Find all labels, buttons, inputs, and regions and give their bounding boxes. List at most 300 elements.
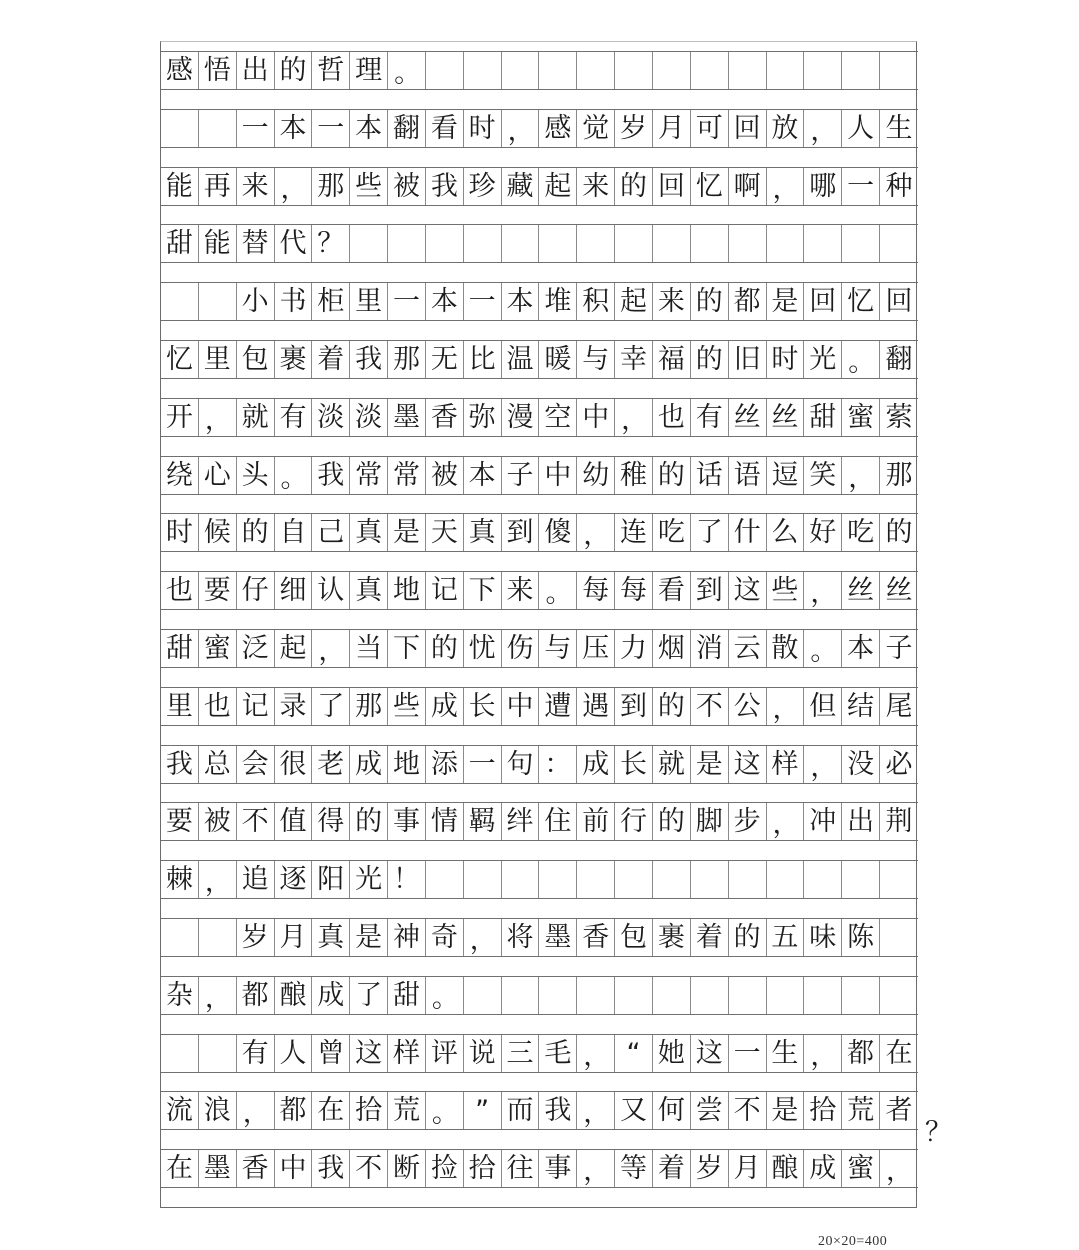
grid-cell: 忆 (161, 341, 199, 378)
grid-cell: 又 (615, 1092, 653, 1129)
grid-cell: 真 (464, 514, 502, 551)
grid-cell: 代 (275, 225, 313, 262)
grid-cell (464, 977, 502, 1014)
grid-cell (464, 225, 502, 262)
grid-row (161, 629, 918, 668)
grid-cell: 每 (577, 572, 615, 609)
grid-cell: 不 (350, 1150, 388, 1187)
grid-cell: 就 (653, 746, 691, 783)
grid-cell: 到 (615, 688, 653, 725)
grid-cell: 甜 (388, 977, 426, 1014)
grid-cell: 这 (691, 1035, 729, 1072)
grid-cell (199, 283, 237, 320)
grid-cell: 长 (615, 746, 653, 783)
grid-cell: 时 (767, 341, 805, 378)
grid-cell (842, 225, 880, 262)
grid-cell: 幼 (577, 457, 615, 494)
grid-cell: ？ (312, 225, 350, 262)
grid-cell: 一 (237, 110, 275, 147)
grid-cell: 萦 (885, 401, 913, 433)
grid-row (161, 1034, 918, 1073)
grid-cell (199, 919, 237, 956)
grid-cell (350, 225, 388, 262)
grid-cell: ， (577, 1150, 615, 1187)
grid-cell (539, 52, 577, 89)
grid-cell: 没 (842, 746, 880, 783)
grid-cell (880, 52, 918, 89)
grid-cell: 绕 (161, 457, 199, 494)
grid-cell: 包 (615, 919, 653, 956)
grid-cell: 啊 (729, 168, 767, 205)
grid-cell: 来 (653, 283, 691, 320)
grid-cell: 看 (426, 110, 464, 147)
grid-cell: 真 (312, 919, 350, 956)
grid-cell (653, 52, 691, 89)
grid-cell: 仔 (237, 572, 275, 609)
grid-cell: 神 (388, 919, 426, 956)
grid-cell: 必 (885, 748, 913, 780)
grid-cell: 何 (653, 1092, 691, 1129)
grid-cell: 也 (653, 399, 691, 436)
grid-cell: 消 (691, 630, 729, 667)
grid-cell: 起 (615, 283, 653, 320)
grid-cell: ！ (388, 861, 426, 898)
grid-cell: 拾 (804, 1092, 842, 1129)
grid-cell: 当 (350, 630, 388, 667)
grid-cell: 一 (842, 168, 880, 205)
grid-cell: 生 (885, 112, 913, 144)
grid-cell (426, 52, 464, 89)
grid-cell: 吃 (842, 514, 880, 551)
grid-cell: 回 (885, 286, 913, 318)
grid-cell: 要 (199, 572, 237, 609)
grid-cell (653, 977, 691, 1014)
grid-cell: 成 (804, 1150, 842, 1187)
grid-cell: 感 (161, 52, 199, 89)
grid-cell: ： (539, 746, 577, 783)
grid-cell: 我 (312, 1150, 350, 1187)
grid-cell: 的 (350, 803, 388, 840)
grid-cell: 伤 (502, 630, 540, 667)
grid-cell: 藏 (502, 168, 540, 205)
grid-cell: 评 (426, 1035, 464, 1072)
grid-cell: 着 (312, 341, 350, 378)
grid-cell: 得 (312, 803, 350, 840)
grid-cell (199, 1035, 237, 1072)
grid-cell: 丝 (885, 575, 913, 607)
grid-cell: 时 (464, 110, 502, 147)
grid-cell: 开 (161, 399, 199, 436)
grid-cell: 是 (767, 1092, 805, 1129)
grid-cell: 中 (275, 1150, 313, 1187)
grid-cell: 翻 (885, 344, 913, 375)
grid-cell: 旧 (729, 341, 767, 378)
grid-cell: 。 (842, 341, 880, 378)
grid-cell: 岁 (615, 110, 653, 147)
grid-cell: 压 (577, 630, 615, 667)
grid-cell: 哪 (804, 168, 842, 205)
grid-cell: 会 (237, 746, 275, 783)
grid-cell: 常 (388, 457, 426, 494)
grid-cell: 来 (237, 168, 275, 205)
grid-cell: 被 (426, 457, 464, 494)
grid-cell: 子 (885, 633, 913, 664)
grid-cell: 忧 (464, 630, 502, 667)
grid-cell (539, 225, 577, 262)
grid-cell: 羁 (464, 803, 502, 840)
grid-cell (577, 977, 615, 1014)
grid-cell: 等 (615, 1150, 653, 1187)
grid-cell: 步 (729, 803, 767, 840)
grid-cell (880, 225, 918, 262)
grid-cell: 老 (312, 746, 350, 783)
grid-row (161, 167, 918, 206)
grid-cell: 拾 (350, 1092, 388, 1129)
grid-cell: 觉 (577, 110, 615, 147)
grid-cell: 感 (539, 110, 577, 147)
grid-cell (842, 52, 880, 89)
grid-row (161, 1091, 918, 1130)
grid-cell: 空 (539, 399, 577, 436)
grid-cell: 到 (502, 514, 540, 551)
grid-cell: 逐 (275, 861, 313, 898)
grid-cell: 墨 (539, 919, 577, 956)
grid-cell: 好 (804, 514, 842, 551)
grid-cell: 无 (426, 341, 464, 378)
grid-cell: 说 (464, 1035, 502, 1072)
grid-cell: 丝 (767, 399, 805, 436)
grid-cell (502, 977, 540, 1014)
grid-cell: 就 (237, 399, 275, 436)
grid-cell (804, 52, 842, 89)
grid-cell: 生 (767, 1035, 805, 1072)
grid-cell: 暖 (539, 341, 577, 378)
grid-cell: 长 (464, 688, 502, 725)
grid-cell: 蜜 (842, 1150, 880, 1187)
grid-cell (842, 861, 880, 898)
grid-cell: ， (275, 168, 313, 205)
grid-cell: 淡 (350, 399, 388, 436)
grid-cell: ， (842, 457, 880, 494)
grid-cell: 香 (577, 919, 615, 956)
grid-cell: 一 (464, 746, 502, 783)
grid-cell: 。 (804, 630, 842, 667)
grid-row (161, 1149, 918, 1188)
grid-cell: 了 (312, 688, 350, 725)
grid-cell: 己 (312, 514, 350, 551)
grid-cell: ， (464, 919, 502, 956)
grid-cell: 在 (312, 1092, 350, 1129)
grid-cell: ， (804, 110, 842, 147)
grid-cell: 流 (161, 1092, 199, 1129)
grid-cell: 漫 (502, 399, 540, 436)
grid-cell: 真 (350, 572, 388, 609)
grid-cell: 话 (691, 457, 729, 494)
grid-cell: 云 (729, 630, 767, 667)
grid-cell: 么 (767, 514, 805, 551)
grid-cell: 下 (464, 572, 502, 609)
grid-cell: 阳 (312, 861, 350, 898)
grid-cell: 本 (502, 283, 540, 320)
grid-cell: 放 (767, 110, 805, 147)
grid-cell: 是 (350, 919, 388, 956)
grid-cell: 忆 (842, 283, 880, 320)
grid-cell: ， (767, 803, 805, 840)
grid-cell: 幸 (615, 341, 653, 378)
grid-cell (161, 919, 199, 956)
grid-cell: 五 (767, 919, 805, 956)
grid-cell: 都 (275, 1092, 313, 1129)
grid-cell: 但 (804, 688, 842, 725)
grid-cell: 烟 (653, 630, 691, 667)
grid-cell (691, 52, 729, 89)
grid-cell: 傻 (539, 514, 577, 551)
grid-cell: 有 (275, 399, 313, 436)
grid-cell: 是 (388, 514, 426, 551)
grid-cell: ， (577, 1092, 615, 1129)
grid-cell: 语 (729, 457, 767, 494)
grid-cell (388, 225, 426, 262)
grid-cell: 。 (388, 52, 426, 89)
grid-cell: 了 (350, 977, 388, 1014)
grid-cell: 蜜 (842, 399, 880, 436)
grid-cell: 事 (539, 1150, 577, 1187)
grid-cell: 的 (653, 688, 691, 725)
grid-cell: 都 (842, 1035, 880, 1072)
grid-row (161, 860, 918, 899)
grid-cell: 酿 (275, 977, 313, 1014)
grid-cell: 常 (350, 457, 388, 494)
grid-cell: 句 (502, 746, 540, 783)
grid-cell: 我 (161, 746, 199, 783)
grid-cell: 那 (388, 341, 426, 378)
grid-cell: 弥 (464, 399, 502, 436)
grid-cell: 福 (653, 341, 691, 378)
grid-cell: 前 (577, 803, 615, 840)
grid-cell: 那 (885, 459, 913, 491)
grid-cell: 是 (691, 746, 729, 783)
grid-row (161, 976, 918, 1015)
grid-cell: 。 (539, 572, 577, 609)
margin-overflow-question-mark: ？ (925, 1117, 952, 1148)
grid-cell (502, 225, 540, 262)
grid-cell: 酿 (767, 1150, 805, 1187)
grid-cell: 丝 (729, 399, 767, 436)
grid-cell: 成 (577, 746, 615, 783)
grid-cell: 逗 (767, 457, 805, 494)
grid-cell: 成 (312, 977, 350, 1014)
grid-cell: 中 (502, 688, 540, 725)
grid-cell: 的 (653, 803, 691, 840)
grid-cell: 添 (426, 746, 464, 783)
grid-cell: 录 (275, 688, 313, 725)
grid-cell (729, 977, 767, 1014)
grid-cell (767, 861, 805, 898)
grid-cell: 连 (615, 514, 653, 551)
grid-cell: 替 (237, 225, 275, 262)
grid-cell: 天 (426, 514, 464, 551)
grid-cell: 行 (615, 803, 653, 840)
grid-cell: 我 (426, 168, 464, 205)
grid-cell: 了 (691, 514, 729, 551)
grid-cell: 追 (237, 861, 275, 898)
grid-cell: ， (615, 399, 653, 436)
grid-cell: 岁 (691, 1150, 729, 1187)
grid-cell (577, 225, 615, 262)
grid-cell: 将 (502, 919, 540, 956)
grid-cell (804, 225, 842, 262)
grid-cell: 不 (237, 803, 275, 840)
grid-cell: 丝 (842, 572, 880, 609)
grid-cell: 绊 (502, 803, 540, 840)
grid-cell (729, 52, 767, 89)
grid-cell: 这 (729, 746, 767, 783)
grid-cell: 与 (577, 341, 615, 378)
grid-cell: 出 (237, 52, 275, 89)
grid-cell: 有 (691, 399, 729, 436)
grid-cell: 着 (653, 1150, 691, 1187)
grid-cell: 时 (161, 514, 199, 551)
grid-cell: 那 (312, 168, 350, 205)
grid-row (161, 282, 918, 321)
grid-cell: ， (804, 572, 842, 609)
grid-cell: ， (312, 630, 350, 667)
grid-cell (880, 977, 918, 1014)
grid-cell: 成 (426, 688, 464, 725)
grid-cell: 起 (275, 630, 313, 667)
grid-cell: ， (577, 514, 615, 551)
grid-cell: 荆 (885, 806, 913, 838)
grid-row (161, 340, 918, 379)
grid-cell: 捡 (426, 1150, 464, 1187)
grid-cell (615, 225, 653, 262)
grid-cell: 成 (350, 746, 388, 783)
grid-cell: 本 (426, 283, 464, 320)
grid-cell: 里 (350, 283, 388, 320)
grid-cell: 的 (237, 514, 275, 551)
grid-cell: 甜 (161, 225, 199, 262)
grid-cell: 来 (577, 168, 615, 205)
grid-cell: 的 (615, 168, 653, 205)
grid-cell: 不 (729, 1092, 767, 1129)
grid-cell: 岁 (237, 919, 275, 956)
grid-cell: 小 (237, 283, 275, 320)
grid-cell: 出 (842, 803, 880, 840)
grid-cell: ， (577, 1035, 615, 1072)
grid-cell: 下 (388, 630, 426, 667)
grid-cell: 心 (199, 457, 237, 494)
grid-cell: 尝 (691, 1092, 729, 1129)
grid-cell: 每 (615, 572, 653, 609)
grid-cell: 的 (691, 341, 729, 378)
grid-cell: 理 (350, 52, 388, 89)
grid-cell (880, 919, 918, 956)
grid-cell (161, 283, 199, 320)
grid-cell (577, 861, 615, 898)
grid-cell (691, 861, 729, 898)
grid-cell: ， (199, 861, 237, 898)
grid-cell: 一 (464, 283, 502, 320)
grid-cell: 。 (275, 457, 313, 494)
grid-cell: 棘 (161, 861, 199, 898)
grid-cell: 那 (350, 688, 388, 725)
grid-cell: 温 (502, 341, 540, 378)
grid-cell (539, 977, 577, 1014)
grid-cell: 遇 (577, 688, 615, 725)
grid-cell (804, 861, 842, 898)
grid-cell (653, 861, 691, 898)
grid-cell: ， (502, 110, 540, 147)
grid-cell: 遭 (539, 688, 577, 725)
grid-cell (464, 861, 502, 898)
grid-cell (767, 52, 805, 89)
grid-cell: 在 (885, 1037, 913, 1069)
grid-cell: 回 (729, 110, 767, 147)
grid-cell: 光 (804, 341, 842, 378)
grid-cell: 能 (199, 225, 237, 262)
grid-cell: 来 (502, 572, 540, 609)
grid-cell: 翻 (388, 110, 426, 147)
grid-cell: 里 (199, 341, 237, 378)
grid-cell: 中 (577, 399, 615, 436)
grid-cell: 要 (161, 803, 199, 840)
grid-cell: ， (804, 746, 842, 783)
grid-cell: 地 (388, 746, 426, 783)
grid-count-label: 20×20=400 (818, 1234, 888, 1249)
grid-cell: 书 (275, 283, 313, 320)
grid-cell: 样 (767, 746, 805, 783)
grid-cell: 事 (388, 803, 426, 840)
grid-cell: 公 (729, 688, 767, 725)
grid-cell: 。 (426, 977, 464, 1014)
grid-cell: ， (199, 399, 237, 436)
grid-cell: 的 (653, 457, 691, 494)
grid-cell (691, 977, 729, 1014)
grid-cell: 本 (842, 630, 880, 667)
grid-cell: 悟 (199, 52, 237, 89)
grid-cell: 样 (388, 1035, 426, 1072)
grid-row (161, 918, 918, 957)
grid-row (161, 802, 918, 841)
grid-cell (577, 52, 615, 89)
grid-cell: 裹 (275, 341, 313, 378)
grid-cell: 的 (275, 52, 313, 89)
grid-cell: 一 (388, 283, 426, 320)
grid-cell: 比 (464, 341, 502, 378)
grid-cell: 月 (275, 919, 313, 956)
grid-row (161, 224, 918, 263)
grid-cell: ， (237, 1092, 275, 1129)
grid-cell: 味 (804, 919, 842, 956)
grid-cell (615, 52, 653, 89)
grid-cell: 月 (729, 1150, 767, 1187)
grid-cell: 我 (539, 1092, 577, 1129)
grid-cell: 毛 (539, 1035, 577, 1072)
grid-cell: 忆 (691, 168, 729, 205)
grid-cell: 尾 (885, 690, 913, 722)
grid-cell (502, 52, 540, 89)
grid-cell: 人 (275, 1035, 313, 1072)
grid-cell: 能 (161, 168, 199, 205)
grid-cell: 都 (237, 977, 275, 1014)
grid-cell (502, 861, 540, 898)
grid-cell: 月 (653, 110, 691, 147)
grid-cell: 墨 (199, 1150, 237, 1187)
grid-cell: 蜜 (199, 630, 237, 667)
grid-cell: 也 (199, 688, 237, 725)
grid-cell: 墨 (388, 399, 426, 436)
grid-cell (767, 225, 805, 262)
